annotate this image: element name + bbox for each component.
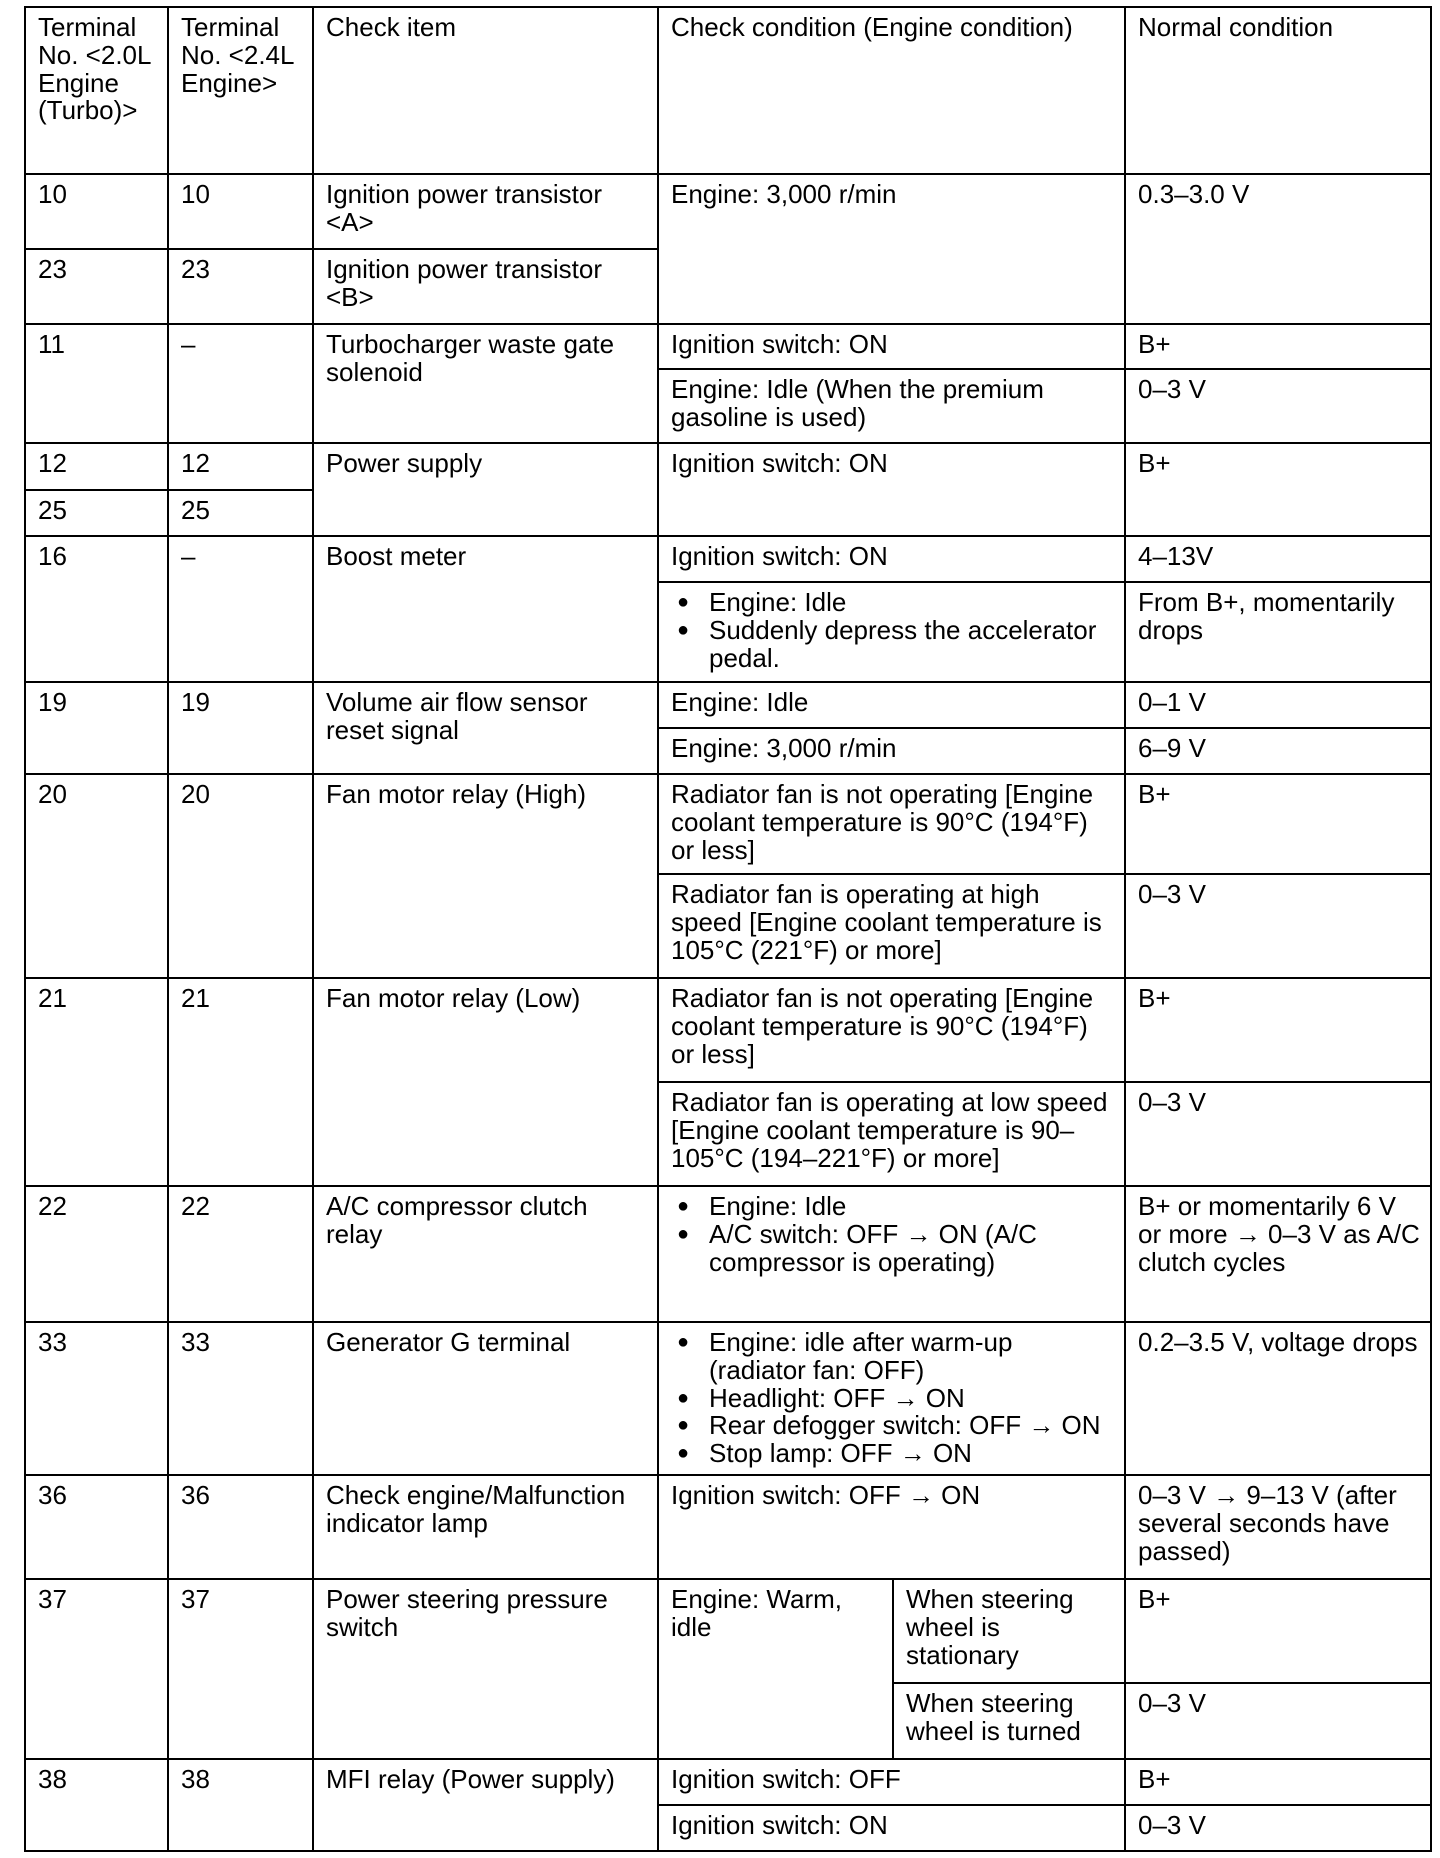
table-row [25,1759,1431,1805]
check-item: Check engine/Malfunction indicator lamp [313,1475,658,1579]
check-item: Ignition power transistor <A> [313,174,658,249]
normal-condition: B+ [1125,978,1431,1082]
table-row [25,174,1431,249]
terminal-2.0l: 12 [25,443,168,490]
normal-condition: 0–3 V [1125,1805,1431,1851]
list-item: ● Stop lamp: OFF → ON [671,1440,1114,1468]
normal-condition: B+ or momentarily 6 V or more → 0–3 V as A/C clutch cycles [1125,1186,1431,1322]
check-item: Fan motor relay (Low) [313,978,658,1186]
terminal-2.4l: 22 [168,1186,313,1322]
terminal-2.4l: 23 [168,249,313,324]
list-item: ● Headlight: OFF → ON [671,1385,1114,1413]
terminal-2.0l: 21 [25,978,168,1186]
check-condition: Ignition switch: ON [658,536,1125,582]
table-row [25,324,1431,369]
table-row [25,1322,1431,1475]
check-sub-condition: When steering wheel is stationary [893,1579,1125,1683]
normal-condition: 0–3 V [1125,1082,1431,1186]
normal-condition: B+ [1125,443,1431,536]
table-row [25,774,1431,874]
terminal-2.0l: 22 [25,1186,168,1322]
table-row [25,1579,1431,1683]
check-condition [658,1186,1125,1322]
table-row [25,536,1431,582]
normal-condition: 0–3 V → 9–13 V (after several seconds have passed) [1125,1475,1431,1579]
table-row [25,978,1431,1082]
check-condition: Engine: Idle (When the premium gasoline is used) [658,369,1125,443]
list-item: ● Suddenly depress the accelerator pedal. [671,617,1114,673]
terminal-2.0l: 36 [25,1475,168,1579]
condition-list [671,589,1114,672]
normal-condition: 4–13V [1125,536,1431,582]
check-condition: Engine: 3,000 r/min [658,728,1125,774]
header-row [25,7,1431,174]
header-terminal-2.4l: Terminal No. <2.4L Engine> [168,7,313,174]
check-condition: Ignition switch: ON [658,443,1125,536]
check-item: Volume air flow sensor reset signal [313,682,658,774]
check-condition: Radiator fan is operating at low speed [Engine coolant temperature is 90–105°C (194–221°F) or more] [658,1082,1125,1186]
list-item: ● Engine: idle after warm-up (radiator fan: OFF) [671,1329,1114,1385]
condition-list [671,1193,1114,1276]
check-condition: Engine: Warm, idle [658,1579,893,1759]
normal-condition: B+ [1125,1579,1431,1683]
normal-condition: B+ [1125,324,1431,369]
check-item: MFI relay (Power supply) [313,1759,658,1851]
check-item: Boost meter [313,536,658,682]
check-item: Generator G terminal [313,1322,658,1475]
check-condition: Radiator fan is not operating [Engine coolant temperature is 90°C (194°F) or less] [658,978,1125,1082]
terminal-2.0l: 33 [25,1322,168,1475]
check-sub-condition: When steering wheel is turned [893,1683,1125,1759]
terminal-2.0l: 23 [25,249,168,324]
normal-condition: 0–1 V [1125,682,1431,728]
normal-condition: 0.2–3.5 V, voltage drops [1125,1322,1431,1475]
terminal-2.4l: 38 [168,1759,313,1851]
terminal-2.4l: 12 [168,443,313,490]
terminal-2.4l: – [168,536,313,682]
table-row [25,1475,1431,1579]
terminal-2.4l: 19 [168,682,313,774]
terminal-2.4l: 33 [168,1322,313,1475]
check-condition: Ignition switch: OFF → ON [658,1475,1125,1579]
normal-condition: B+ [1125,774,1431,874]
terminal-2.4l: 20 [168,774,313,978]
check-condition [658,582,1125,682]
check-condition [658,1322,1125,1475]
list-item: ● Engine: Idle [671,1193,1114,1221]
terminal-2.0l: 11 [25,324,168,443]
terminal-2.0l: 38 [25,1759,168,1851]
check-condition: Engine: 3,000 r/min [658,174,1125,324]
check-condition: Ignition switch: ON [658,1805,1125,1851]
list-item: ● A/C switch: OFF → ON (A/C compressor is operating) [671,1221,1114,1277]
table-row [25,1186,1431,1322]
normal-condition: 0–3 V [1125,874,1431,978]
normal-condition: 6–9 V [1125,728,1431,774]
check-condition: Ignition switch: OFF [658,1759,1125,1805]
terminal-check-table [24,6,1432,1852]
terminal-2.0l: 19 [25,682,168,774]
check-item: Turbocharger waste gate solenoid [313,324,658,443]
terminal-2.0l: 10 [25,174,168,249]
check-item: A/C compressor clutch relay [313,1186,658,1322]
header-terminal-2.0l: Terminal No. <2.0L Engine (Turbo)> [25,7,168,174]
check-item: Ignition power transistor <B> [313,249,658,324]
normal-condition: B+ [1125,1759,1431,1805]
check-condition: Engine: Idle [658,682,1125,728]
table-row [25,443,1431,490]
normal-condition: 0–3 V [1125,1683,1431,1759]
normal-condition: From B+, momentarily drops [1125,582,1431,682]
header-check-condition: Check condition (Engine condition) [658,7,1125,174]
terminal-2.4l: 25 [168,490,313,536]
condition-list [671,1329,1114,1468]
list-item: ● Rear defogger switch: OFF → ON [671,1412,1114,1440]
terminal-2.4l: 21 [168,978,313,1186]
header-check-item: Check item [313,7,658,174]
terminal-2.4l: 10 [168,174,313,249]
terminal-2.0l: 16 [25,536,168,682]
check-condition: Radiator fan is operating at high speed [Engine coolant temperature is 105°C (221°F) or more] [658,874,1125,978]
check-item: Fan motor relay (High) [313,774,658,978]
header-normal-condition: Normal condition [1125,7,1431,174]
check-condition: Radiator fan is not operating [Engine coolant temperature is 90°C (194°F) or less] [658,774,1125,874]
table-row [25,682,1431,728]
check-item: Power supply [313,443,658,536]
terminal-2.0l: 25 [25,490,168,536]
check-condition: Ignition switch: ON [658,324,1125,369]
terminal-2.4l: – [168,324,313,443]
normal-condition: 0–3 V [1125,369,1431,443]
terminal-2.0l: 20 [25,774,168,978]
check-item: Power steering pressure switch [313,1579,658,1759]
terminal-2.4l: 37 [168,1579,313,1759]
terminal-2.0l: 37 [25,1579,168,1759]
terminal-2.4l: 36 [168,1475,313,1579]
normal-condition: 0.3–3.0 V [1125,174,1431,324]
list-item: ● Engine: Idle [671,589,1114,617]
